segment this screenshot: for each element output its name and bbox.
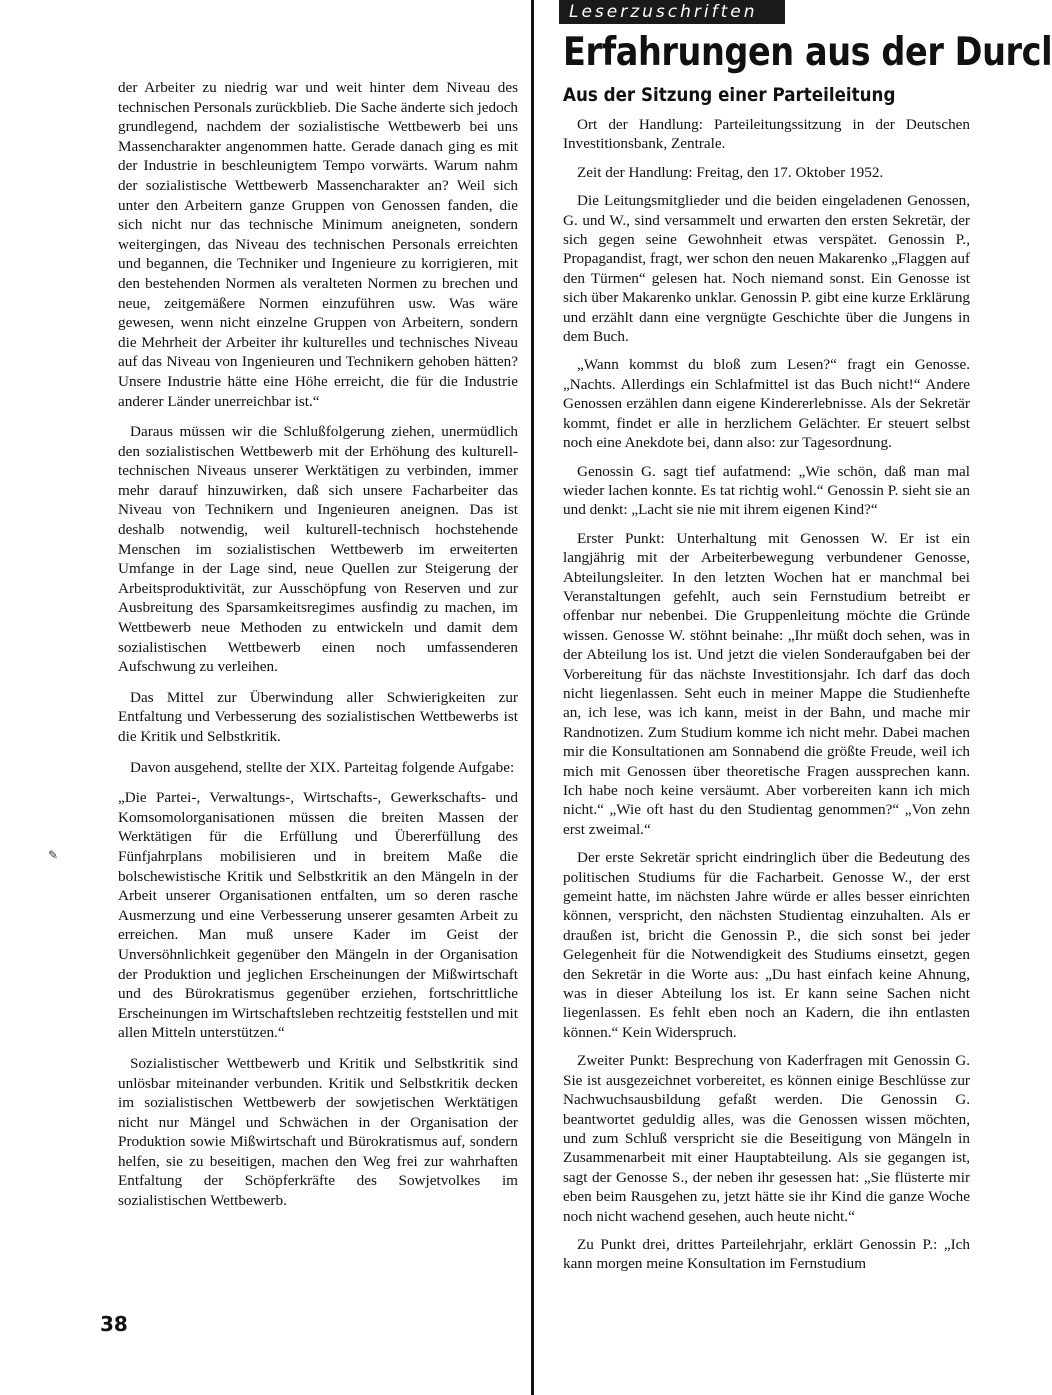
margin-mark: ✎ <box>48 848 59 862</box>
column-divider <box>531 0 534 1395</box>
right-paragraph-6: Erster Punkt: Unterhaltung mit Genossen W. Er ist ein langjährig mit der Arbeiterbewegung verbundener Genosse, Abteilungsleiter. In den letzten Wochen hat er manchmal bei Veranstaltungen gefehlt, auch sein Fernstudium betreibt er offenbar nur nebenbei. Die Gruppenleitung möchte die Gründe wissen. Genosse W. stöhnt beinahe: „Ihr müßt doch sehen, was in der Abteilung los ist. Und jetzt die vielen Sonderaufgaben bei der Vorbereitung für das nächste Investitionsjahr. Ich darf das doch nicht liegenlassen. Seht euch in meiner Mappe die Studienhefte an, ich lese, was ich kann, meist in der Bahn, und mache mir Randnotizen. Zum Studium komme ich nicht mehr. Dabei machen mir die Konsultationen am Sonnabend die größte Freude, weil ich mich mit Genossen über theoretische Fragen aussprechen kann. Ich habe noch keine versäumt. Aber vorbereiten kann ich mich nicht.“ „Wie oft hast du den Studientag genommen?“ „Von zehn erst zweimal.“ <box>563 529 970 838</box>
article-subhead: Aus der Sitzung einer Parteileitung <box>563 84 896 106</box>
right-paragraph-5: Genossin G. sagt tief aufatmend: „Wie schön, daß man mal wieder lachen konnte. Es tat richtig wohl.“ Genossin P. sieht sie an und denkt: „Lacht sie nie mit ihrem eigenen Kind?“ <box>563 462 970 519</box>
left-paragraph-6: Sozialistischer Wettbewerb und Kritik und Selbstkritik sind unlösbar miteinander verbunden. Kritik und Selbstkritik decken im sozialistischen Wettbewerb der sowjetischen Werktätigen nicht nur Mängel und Schwächen in der Organisation der Produktion sowie Mißwirtschaft und Bürokratismus auf, sondern helfen, sie zu beseitigen, machen den Weg frei zur wahrhaften Entfaltung der Schöpferkräfte des Sowjetvolkes im sozialistischen Wettbewerb. <box>118 1054 518 1210</box>
left-paragraph-4: Davon ausgehend, stellte der XIX. Parteitag folgende Aufgabe: <box>130 758 515 776</box>
left-paragraph-2: Daraus müssen wir die Schlußfolgerung ziehen, unermüdlich den sozialistischen Wettbewerb mit der Erhöhung des kulturell-technischen Niveaus unserer Werktätigen zu verbinden, immer mehr darauf hinzuwirken, daß sich unsere Facharbeiter das Niveau von Technikern und Ingenieuren aneignen. Das ist deshalb notwendig, weil kulturell-technisch hochstehende Menschen im sozialistischen Wettbewerb im erweiterten Umfange in der Lage sind, neue Quellen zur Steigerung der Arbeitsproduktivität, zur Ausschöpfung von Reserven und zur Ausbreitung des Sparsamkeitsregimes ausfindig zu machen, im Wettbewerb neue Methoden zu entwickeln und damit dem sozialistischen Wettbewerb einen noch umfassenderen Aufschwung zu verleihen. <box>118 423 518 676</box>
page-number: 38 <box>100 1312 128 1336</box>
right-paragraph-2: Zeit der Handlung: Freitag, den 17. Oktober 1952. <box>577 163 884 181</box>
right-column <box>563 115 970 1283</box>
section-tag: Leserzuschriften <box>559 0 785 24</box>
right-paragraph-3: Die Leitungsmitglieder und die beiden eingeladenen Genossen, G. und W., sind versammelt und erwarten den ersten Sekretär, der sich gegen seine Gewohnheit etwas verspätet. Genossin P., Propagandist, fragt, wer schon den neuen Makarenko „Flaggen auf den Türmen“ gelesen hat. Noch niemand sonst. Ein Genosse ist sich über Makarenko unklar. Genossin P. gibt eine kurze Erklärung und erzählt dann eine vergnügte Geschichte über die Jungens in dem Buch. <box>563 192 971 346</box>
right-paragraph-1: Ort der Handlung: Parteileitungssitzung in der Deutschen Investitionsbank, Zentrale. <box>563 116 970 153</box>
right-paragraph-4: „Wann kommst du bloß zum Lesen?“ fragt ein Genosse. „Nachts. Allerdings ein Schlafmittel ist das Buch nicht!“ Andere Genossen erzählen dann eigene Kindererlebnisse. Als der Sekretär kommt, findet er alle in herzlichem Gelächter. Er steuert selbst noch eine Anekdote bei, dann also: zur Tagesordnung. <box>563 356 970 452</box>
left-paragraph-1: der Arbeiter zu niedrig war und weit hinter dem Niveau des technischen Personals zurückblieb. Die Sache änderte sich jedoch grundlegend, nachdem der sozialistische Wettbewerb bei uns Massencharakter angenommen hatte. Gerade danach ging es mit der Industrie in beschleunigtem Tempo vorwärts. Warum nahm der sozialistische Wettbewerb Massencharakter an? Weil sich unter den Arbeitern ganze Gruppen von Genossen fanden, die sich nicht nur das technische Minimum aneigneten, sondern weitergingen, das Niveau des technischen Personals erreichten und begannen, die Techniker und Ingenieure zu korrigieren, mit den bestehenden Normen als veralteten Normen zu brechen und neue, zeitgemäßere Normen einzuführen usw. Was wäre gewesen, wenn nicht einzelne Gruppen von Arbeitern, sondern die Mehrheit der Arbeiter ihr kulturelles und technisches Niveau auf das Niveau von Ingenieuren und Technikern gehoben hätten? Unsere Industrie hätte eine Höhe erreicht, die für die Industrie anderer Länder unerreichbar ist.“ <box>118 79 518 410</box>
left-paragraph-3: Das Mittel zur Überwindung aller Schwierigkeiten zur Entfaltung und Verbesserung des sozialistischen Wettbewerbs ist die Kritik und Selbstkritik. <box>118 688 518 745</box>
article-headline: Erfahrungen aus der Durcl <box>563 30 1052 75</box>
left-column <box>118 78 518 1222</box>
left-quote-paragraph: „Die Partei-, Verwaltungs-, Wirtschafts-, Gewerkschafts- und Komsomolorganisationen müssen die breiten Massen der Werktätigen für die Erfüllung und Übererfüllung des Fünfjahrplans mobilisieren und in breitem Maße die bolschewistische Kritik und Selbstkritik an den Mängeln in der Arbeit unserer Organisationen entfalten, um so deren rasche Ausmerzung und eine Verbesserung unserer gesamten Arbeit zu erreichen. Man muß unsere Kader im Geist der Unversöhnlichkeit gegenüber den Mängeln in der Organisation der Produktion und jeglichen Erscheinungen der Mißwirtschaft und des Bürokratismus gegenüber erziehen, fortschrittliche Erscheinungen im Wirtschaftsleben rechtzeitig feststellen und mit allen Mitteln unterstützen.“ <box>118 789 518 1042</box>
right-paragraph-9: Zu Punkt drei, drittes Parteilehrjahr, erklärt Genossin P.: „Ich kann morgen meine Konsultation im Fernstudium <box>563 1235 970 1273</box>
right-paragraph-8: Zweiter Punkt: Besprechung von Kaderfragen mit Genossin G. Sie ist ausgezeichnet vorbereitet, es können einige Beschlüsse zur Nachwuchsausbildung gefaßt werden. Die Genossin G. beantwortet geduldig alles, was die Genossen wissen möchten, und zum Schluß verspricht sie die Beseitigung von Mängeln in Zusammenarbeit mit einer Hauptabteilung. Als sie gegangen ist, sagt der Genosse S., der neben ihr gesessen hat: „Sie flüsterte mir eben beim Rausgehen zu, jetzt hätte sie ihr Kind die ganze Woche noch nicht wachend gesehen, auch heute nicht.“ <box>563 1052 970 1225</box>
right-paragraph-7: Der erste Sekretär spricht eindringlich über die Bedeutung des politischen Studiums für die Facharbeit. Genosse W., der erst gemeint hatte, im nächsten Jahre würde er alles besser einrichten können, verspricht, den nächsten Studientag einzuhalten. Als er draußen ist, bricht die Genossin P., die sich sonst bei jeder Gelegenheit für die Notwendigkeit des Studiums einsetzt, gegen den Sekretär in die Worte aus: „Du hast einfach keine Ahnung, was in dieser Abteilung los ist. Er kann seine Sachen nicht liegenlassen. Es fehlt eben noch an Kadern, die ihn entlasten können.“ Kein Widerspruch. <box>563 849 970 1041</box>
